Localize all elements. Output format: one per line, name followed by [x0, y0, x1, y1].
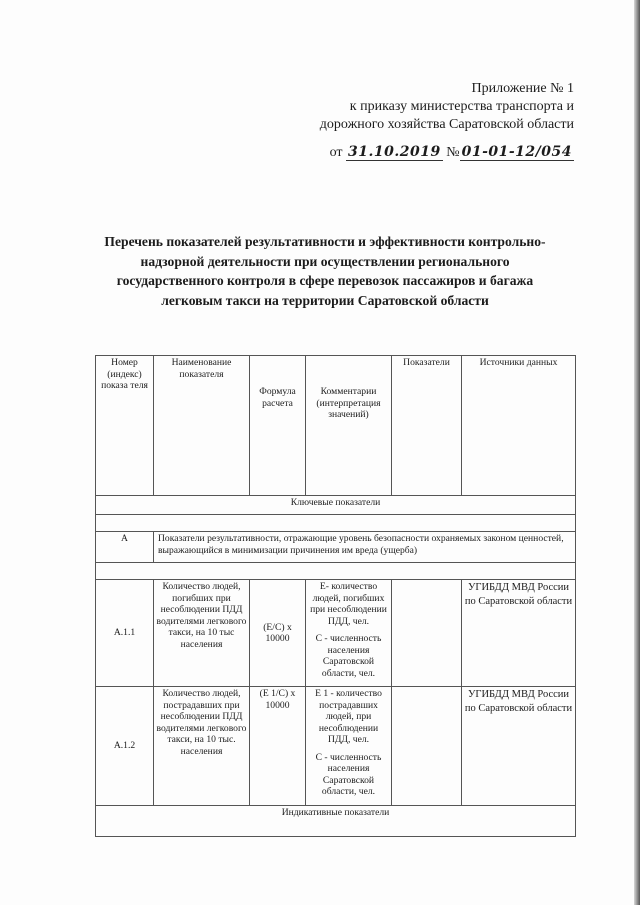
- header-indicators: Показатели: [392, 356, 462, 496]
- appendix-line-3: дорожного хозяйства Саратовской области: [319, 117, 574, 132]
- order-date-number: [330, 144, 574, 161]
- scan-edge: [634, 0, 640, 905]
- row-name: Количество людей, пострадавших при несоблюдении ПДД водителями легкового такси, на 10 тыс. населения: [154, 687, 250, 806]
- order-date: 31.10.2019: [348, 144, 441, 160]
- row-code: А.1.1: [96, 580, 154, 687]
- order-number: 01-01-12/054: [461, 144, 572, 160]
- row-source: УГИБДД МВД России по Саратовской области: [462, 580, 576, 687]
- order-number-label: №: [446, 145, 460, 160]
- section-a-code: А: [96, 532, 154, 563]
- header-comment: Комментарии (интерпретация значений): [306, 356, 392, 496]
- table-header-row: [96, 356, 576, 496]
- document-title: [70, 232, 580, 310]
- table-row: [96, 580, 576, 687]
- row-comment-c: С - численность населения Саратовской области, чел.: [315, 751, 382, 797]
- spacer-cell: [96, 515, 576, 532]
- header-formula: Формула расчета: [250, 356, 306, 496]
- order-from-label: от: [329, 145, 343, 160]
- row-comment-e: Е- количество людей, погибших при несоблюдении ПДД, чел.: [310, 581, 387, 627]
- appendix-line-2: к приказу министерства транспорта и: [349, 99, 574, 114]
- row-formula: (Е/С) х 10000: [250, 580, 306, 687]
- row-name: Количество людей, погибших при несоблюдении ПДД водителями легкового такси, на 10 тыс населения: [154, 580, 250, 687]
- row-comment-e: Е 1 - количество пострадавших людей, при несоблюдении ПДД, чел.: [315, 688, 382, 745]
- header-name: Наименование показателя: [154, 356, 250, 496]
- title-line-1: Перечень показателей результативности и эффективности контрольно-: [104, 234, 546, 249]
- indicative-section-label: Индикативные показатели: [96, 805, 576, 836]
- spacer-row: [96, 563, 576, 580]
- row-formula: (Е 1/С) х 10000: [250, 687, 306, 806]
- spacer-cell: [96, 563, 576, 580]
- indicators-table: [95, 355, 576, 837]
- key-section-row: [96, 496, 576, 515]
- row-code: А.1.2: [96, 687, 154, 806]
- key-section-label: Ключевые показатели: [96, 496, 576, 515]
- row-comment-c: С - численность населения Саратовской области, чел.: [315, 633, 382, 679]
- section-a-text: Показатели результативности, отражающие уровень безопасности охраняемых законом ценностей, выражающийся в минимизации причинения им вреда (ущерба): [154, 532, 576, 563]
- header-sources: Источники данных: [462, 356, 576, 496]
- appendix-block: [274, 80, 574, 134]
- spacer-row: [96, 515, 576, 532]
- row-indicators: [392, 687, 462, 806]
- appendix-line-1: Приложение № 1: [471, 81, 574, 96]
- section-a-row: [96, 532, 576, 563]
- table-row: [96, 687, 576, 806]
- header-number: Номер (индекс) показа теля: [96, 356, 154, 496]
- indicative-section-row: [96, 805, 576, 836]
- title-line-2: надзорной деятельности при осуществлении регионального: [140, 253, 510, 269]
- title-line-3: государственного контроля в сфере перевозок пассажиров и багажа: [116, 273, 534, 288]
- title-line-4: легковым такси на территории Саратовской области: [161, 292, 489, 308]
- row-comment: [306, 687, 392, 806]
- row-source: УГИБДД МВД России по Саратовской области: [462, 687, 576, 806]
- row-comment: [306, 580, 392, 687]
- row-indicators: [392, 580, 462, 687]
